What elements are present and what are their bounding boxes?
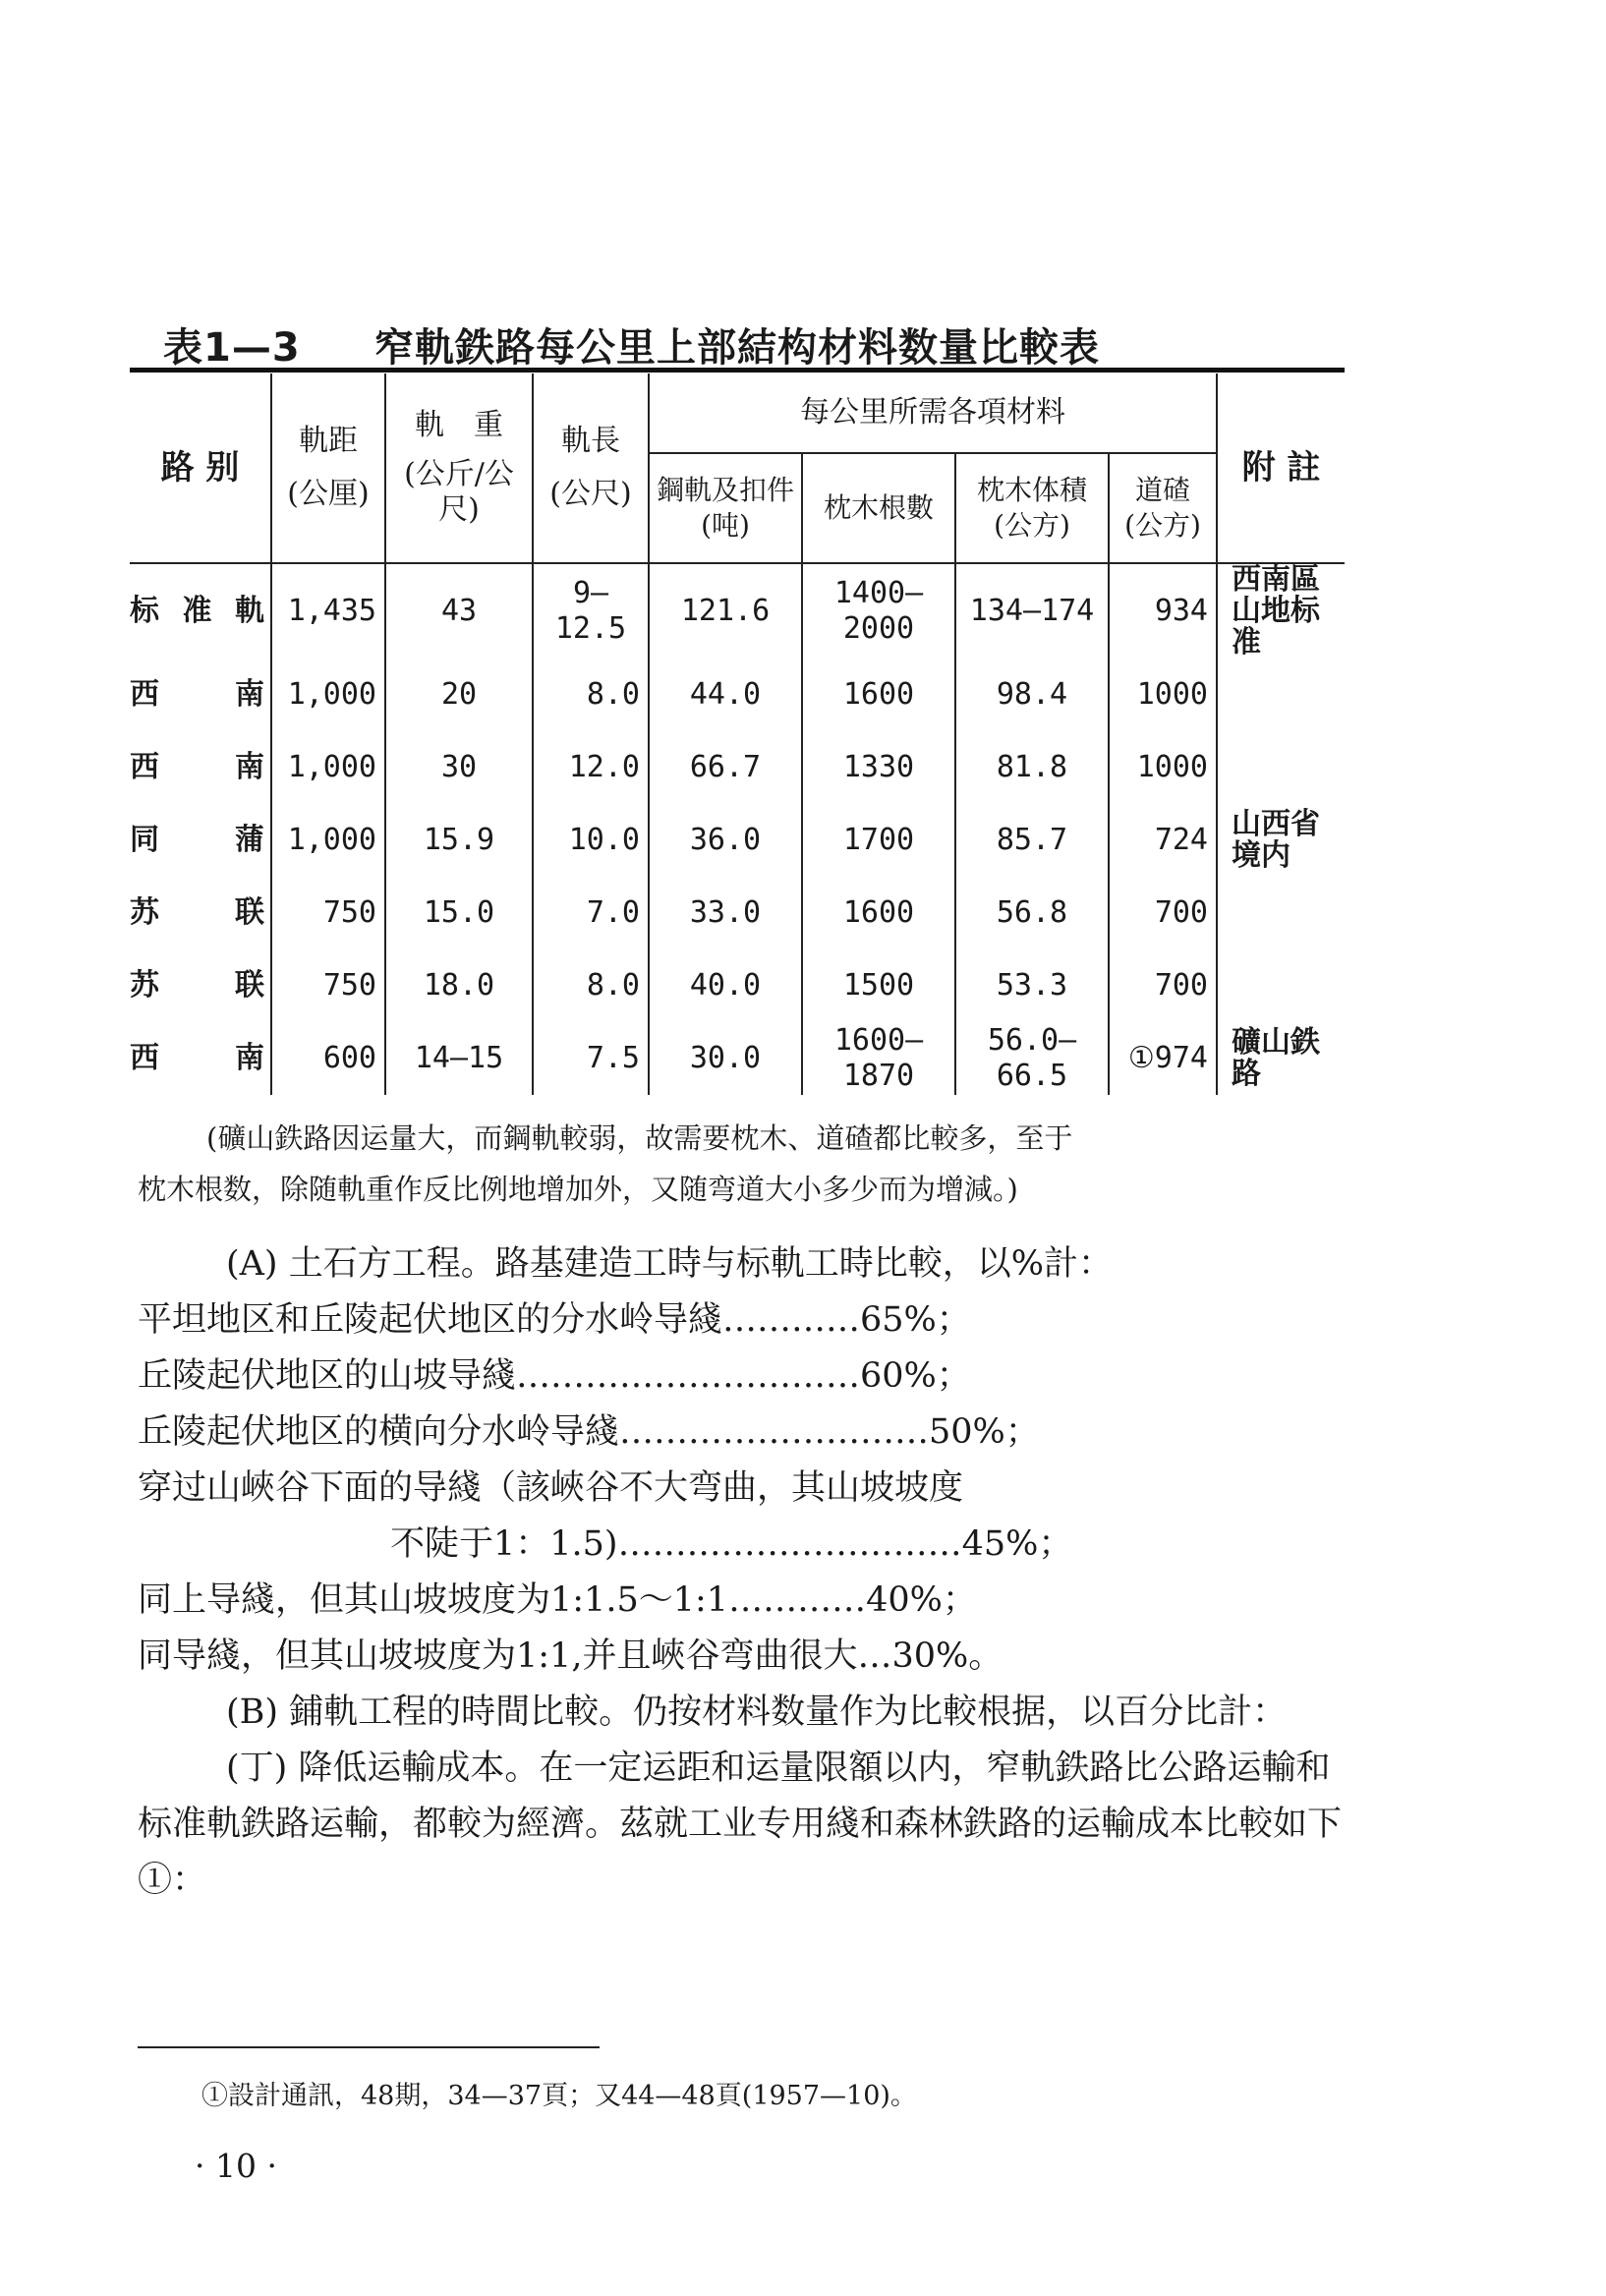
- header-sleeper-volume: 枕木体積(公方): [955, 453, 1109, 563]
- list-item: [138, 1573, 1356, 1629]
- cell-sleepers: 1600—1870: [802, 1022, 955, 1095]
- header-gauge: [271, 373, 385, 563]
- header-rail-weight: [385, 373, 533, 563]
- header-gauge-label: 軌距: [299, 424, 358, 458]
- cell-volume: 56.0—66.5: [955, 1022, 1109, 1095]
- cell-route: 西 南: [130, 1041, 264, 1075]
- body-text: [138, 1236, 1356, 1909]
- cell-length: 10.0: [533, 804, 649, 877]
- page-number: · 10 ·: [195, 2147, 277, 2185]
- cell-gauge: 750: [271, 877, 385, 949]
- header-steel: 鋼軌及扣件(吨): [649, 453, 802, 563]
- table-number: 表1—3: [163, 325, 301, 371]
- header-sleeper-count: 枕木根數: [802, 453, 955, 563]
- cell-gauge: 750: [271, 949, 385, 1022]
- list-item-text: 丘陵起伏地区的横向分水岭导綫: [138, 1412, 620, 1452]
- cell-sleepers: 1600: [802, 659, 955, 731]
- list-item-value: 45%；: [961, 1524, 1073, 1564]
- cell-route: 同 蒲: [130, 823, 264, 857]
- cell-ballast: 700: [1109, 949, 1217, 1022]
- cell-steel: 33.0: [649, 877, 802, 949]
- cell-length: 7.5: [533, 1022, 649, 1095]
- cell-volume: 56.8: [955, 877, 1109, 949]
- header-gauge-unit: (公厘): [287, 477, 370, 511]
- cell-weight: 43: [385, 563, 533, 659]
- cell-note: [1217, 731, 1345, 804]
- cell-length: 8.0: [533, 949, 649, 1022]
- cell-volume: 53.3: [955, 949, 1109, 1022]
- cell-ballast: ①974: [1109, 1022, 1217, 1095]
- header-rail-weight-unit: (公斤/公尺): [404, 457, 514, 527]
- cell-weight: 30: [385, 731, 533, 804]
- list-item-text: 不陡于1：1.5): [390, 1524, 618, 1564]
- cell-note: [1217, 949, 1345, 1022]
- header-rail-length-unit: (公尺): [549, 477, 632, 511]
- list-item-value: 65%；: [860, 1300, 971, 1340]
- cell-steel: 40.0: [649, 949, 802, 1022]
- cell-note: 礦山鉄路: [1217, 1022, 1345, 1095]
- list-item: [138, 1461, 1356, 1517]
- cell-note: [1217, 877, 1345, 949]
- cell-steel: 44.0: [649, 659, 802, 731]
- leader-dots: …: [857, 1636, 892, 1676]
- cell-gauge: 600: [271, 1022, 385, 1095]
- cell-note: 西南區山地标准: [1217, 563, 1345, 659]
- table-row: [130, 563, 1345, 659]
- cell-weight: 18.0: [385, 949, 533, 1022]
- footnote-rule: [138, 2046, 600, 2048]
- list-item-text: 穿过山峽谷下面的导綫（該峽谷不大弯曲，其山坡坡度: [138, 1468, 964, 1508]
- list-item: [138, 1517, 1356, 1573]
- caption-line-2: 枕木根数，除随軌重作反比例地增加外，又随弯道大小多少而为增減。): [138, 1173, 1018, 1206]
- leader-dots: …………………………: [617, 1524, 962, 1564]
- table-top-rule: [130, 368, 1345, 373]
- cell-route: 西 南: [130, 677, 264, 712]
- list-item: [138, 1405, 1356, 1461]
- header-rail-weight-label: 軌 重: [415, 408, 503, 442]
- table-row: [130, 877, 1345, 949]
- cell-weight: 20: [385, 659, 533, 731]
- leader-dots: …………: [722, 1300, 861, 1340]
- cell-weight: 15.0: [385, 877, 533, 949]
- list-item: [138, 1292, 1356, 1349]
- list-item-text: 同导綫，但其山坡坡度为1:1,并且峽谷弯曲很大: [138, 1636, 858, 1676]
- cell-route: 苏 联: [130, 895, 264, 930]
- cell-steel: 66.7: [649, 731, 802, 804]
- cell-sleepers: 1600: [802, 877, 955, 949]
- caption-line-1: (礦山鉄路因运量大，而鋼軌較弱，故需要枕木、道碴都比較多，至于: [206, 1121, 1073, 1155]
- list-item-text: 丘陵起伏地区的山坡导綫: [138, 1356, 517, 1396]
- header-rail-length: [533, 373, 649, 563]
- table-row: [130, 1022, 1345, 1095]
- materials-table: [130, 373, 1345, 1095]
- list-item-value: 50%；: [929, 1412, 1040, 1452]
- cell-ballast: 1000: [1109, 731, 1217, 804]
- list-item-value: 40%；: [866, 1580, 977, 1620]
- table-title: [163, 316, 1343, 372]
- list-item-text: 同上导綫，但其山坡坡度为1:1.5～1:1: [138, 1580, 729, 1620]
- header-notes: 附 註: [1217, 373, 1345, 563]
- list-item-value: 30%。: [891, 1636, 1004, 1676]
- cell-sleepers: 1400—2000: [802, 563, 955, 659]
- cell-sleepers: 1330: [802, 731, 955, 804]
- cell-sleepers: 1700: [802, 804, 955, 877]
- table-row: [130, 949, 1345, 1022]
- list-item-value: 60%；: [860, 1356, 971, 1396]
- list-item-text: 平坦地区和丘陵起伏地区的分水岭导綫: [138, 1300, 723, 1340]
- cell-steel: 30.0: [649, 1022, 802, 1095]
- table-caption: [138, 1113, 1356, 1215]
- header-route: 路 别: [130, 373, 271, 563]
- section-d-paragraph: (丁) 降低运輸成本。在一定运距和运量限額以内，窄軌鉄路比公路运輸和标准軌鉄路运輸，都較为經濟。茲就工业专用綫和森林鉄路的运輸成本比較如下①：: [138, 1749, 1343, 1900]
- cell-route: 西 南: [130, 750, 264, 784]
- leader-dots: ………………………: [619, 1412, 930, 1452]
- cell-route: 苏 联: [130, 968, 264, 1003]
- cell-length: 12.0: [533, 731, 649, 804]
- leader-dots: …………: [728, 1580, 867, 1620]
- cell-weight: 14—15: [385, 1022, 533, 1095]
- table-row: [130, 659, 1345, 731]
- cell-ballast: 724: [1109, 804, 1217, 877]
- section-b-paragraph: (B) 鋪軌工程的時間比較。仍按材料数量作为比較根据，以百分比計：: [226, 1693, 1288, 1732]
- cell-gauge: 1,000: [271, 804, 385, 877]
- cell-volume: 81.8: [955, 731, 1109, 804]
- header-rail-length-label: 軌長: [561, 424, 620, 458]
- cell-volume: 85.7: [955, 804, 1109, 877]
- list-item: [138, 1629, 1356, 1685]
- cell-gauge: 1,000: [271, 731, 385, 804]
- header-materials-group: 每公里所需各項材料: [649, 373, 1217, 453]
- cell-ballast: 700: [1109, 877, 1217, 949]
- cell-sleepers: 1500: [802, 949, 955, 1022]
- table-title-text: 窄軌鉄路每公里上部結构材料数量比較表: [374, 325, 1100, 371]
- cell-route: 标 准 軌: [130, 594, 264, 628]
- cell-steel: 121.6: [649, 563, 802, 659]
- cell-length: 9—12.5: [533, 563, 649, 659]
- table-row: [130, 804, 1345, 877]
- table-row: [130, 731, 1345, 804]
- cell-weight: 15.9: [385, 804, 533, 877]
- cell-gauge: 1,435: [271, 563, 385, 659]
- cell-note: [1217, 659, 1345, 731]
- cell-ballast: 934: [1109, 563, 1217, 659]
- cell-ballast: 1000: [1109, 659, 1217, 731]
- cell-length: 8.0: [533, 659, 649, 731]
- list-item: [138, 1349, 1356, 1405]
- cell-steel: 36.0: [649, 804, 802, 877]
- leader-dots: …………………………: [516, 1356, 861, 1396]
- header-ballast: 道碴(公方): [1109, 453, 1217, 563]
- cell-volume: 98.4: [955, 659, 1109, 731]
- section-a-heading: (A) 土石方工程。路基建造工時与标軌工時比較，以%計：: [226, 1244, 1113, 1284]
- cell-note: 山西省境内: [1217, 804, 1345, 877]
- footnote: ①設計通訊，48期，34—37頁；又44—48頁(1957—10)。: [201, 2081, 917, 2111]
- cell-gauge: 1,000: [271, 659, 385, 731]
- cell-volume: 134—174: [955, 563, 1109, 659]
- cell-length: 7.0: [533, 877, 649, 949]
